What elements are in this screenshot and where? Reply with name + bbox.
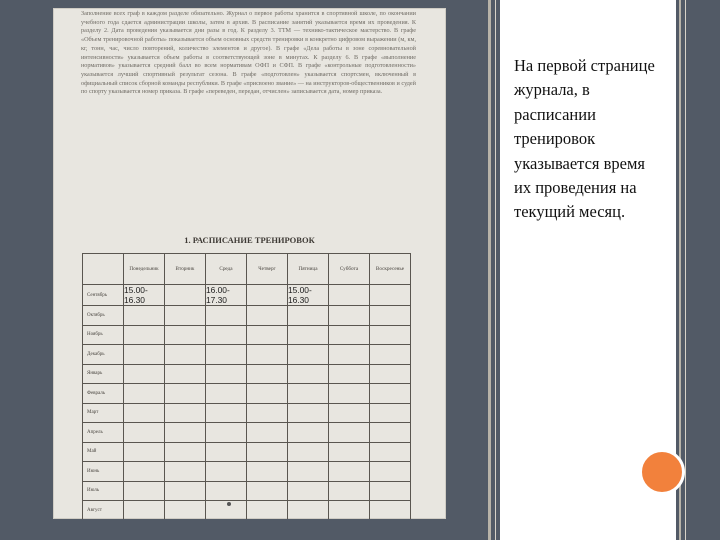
schedule-cell — [206, 306, 247, 326]
schedule-cell: 15.00-16.30 — [288, 285, 329, 306]
month-label: Февраль — [83, 384, 124, 404]
table-row — [83, 384, 411, 404]
schedule-cell — [329, 384, 370, 404]
schedule-cell — [165, 462, 206, 482]
schedule-cell — [165, 285, 206, 306]
schedule-cell — [329, 403, 370, 423]
schedule-cell — [247, 384, 288, 404]
schedule-cell — [247, 345, 288, 365]
day-header: Воскресенье — [370, 254, 411, 285]
scanned-journal-page — [53, 8, 446, 519]
schedule-cell — [370, 462, 411, 482]
schedule-cell — [329, 364, 370, 384]
decor-line — [495, 0, 496, 540]
table-row — [83, 423, 411, 443]
month-label: Октябрь — [83, 306, 124, 326]
schedule-cell — [370, 423, 411, 443]
schedule-title: 1. РАСПИСАНИЕ ТРЕНИРОВОК — [184, 235, 315, 245]
schedule-cell — [206, 384, 247, 404]
table-header-row — [83, 254, 411, 285]
schedule-cell — [288, 325, 329, 345]
day-header: Среда — [206, 254, 247, 285]
schedule-cell — [247, 442, 288, 462]
schedule-cell — [247, 462, 288, 482]
month-label: Июль — [83, 481, 124, 501]
caption-text: На первой странице журнала, в расписании тренировок указывается время их проведения на текущий месяц. — [514, 56, 655, 222]
schedule-cell — [206, 325, 247, 345]
schedule-cell — [124, 462, 165, 482]
schedule-cell — [329, 325, 370, 345]
schedule-cell — [165, 325, 206, 345]
schedule-cell — [206, 345, 247, 365]
day-header: Пятница — [288, 254, 329, 285]
schedule-cell — [329, 501, 370, 520]
month-label: Декабрь — [83, 345, 124, 365]
schedule-cell — [370, 285, 411, 306]
page-dot — [227, 502, 231, 506]
month-label: Июнь — [83, 462, 124, 482]
schedule-cell — [370, 345, 411, 365]
month-label: Март — [83, 403, 124, 423]
schedule-cell — [124, 481, 165, 501]
schedule-cell — [329, 481, 370, 501]
orange-circle-decoration — [639, 449, 685, 495]
schedule-cell — [288, 423, 329, 443]
schedule-cell — [247, 325, 288, 345]
schedule-cell — [329, 306, 370, 326]
schedule-cell — [124, 345, 165, 365]
schedule-cell — [370, 325, 411, 345]
schedule-cell — [206, 442, 247, 462]
schedule-cell — [124, 306, 165, 326]
month-label: Апрель — [83, 423, 124, 443]
schedule-cell — [288, 442, 329, 462]
month-label: Август — [83, 501, 124, 520]
schedule-cell — [165, 501, 206, 520]
schedule-cell — [329, 462, 370, 482]
schedule-cell — [288, 481, 329, 501]
schedule-cell — [206, 481, 247, 501]
month-label: Май — [83, 442, 124, 462]
table-row — [83, 481, 411, 501]
schedule-cell — [165, 364, 206, 384]
schedule-cell — [206, 403, 247, 423]
schedule-cell — [206, 364, 247, 384]
schedule-cell — [124, 423, 165, 443]
decor-line — [685, 0, 686, 540]
schedule-cell — [288, 462, 329, 482]
schedule-cell — [165, 423, 206, 443]
schedule-cell — [124, 442, 165, 462]
table-row — [83, 364, 411, 384]
schedule-cell — [329, 345, 370, 365]
schedule-cell — [124, 501, 165, 520]
schedule-cell — [329, 442, 370, 462]
schedule-cell — [247, 481, 288, 501]
schedule-cell — [124, 403, 165, 423]
table-row — [83, 403, 411, 423]
schedule-cell — [329, 285, 370, 306]
schedule-cell — [288, 364, 329, 384]
schedule-cell — [288, 403, 329, 423]
schedule-cell — [124, 364, 165, 384]
table-row — [83, 501, 411, 520]
day-header: Суббота — [329, 254, 370, 285]
table-row — [83, 285, 411, 306]
schedule-cell — [370, 306, 411, 326]
schedule-cell — [165, 481, 206, 501]
month-label: Январь — [83, 364, 124, 384]
table-row — [83, 306, 411, 326]
schedule-cell — [165, 403, 206, 423]
schedule-cell — [165, 306, 206, 326]
day-header: Четверг — [247, 254, 288, 285]
schedule-cell — [247, 285, 288, 306]
month-label: Ноябрь — [83, 325, 124, 345]
schedule-cell — [370, 442, 411, 462]
month-label: Сентябрь — [83, 285, 124, 306]
schedule-cell — [370, 384, 411, 404]
schedule-cell — [165, 442, 206, 462]
table-row — [83, 462, 411, 482]
schedule-cell — [370, 364, 411, 384]
day-header: Понедельник — [124, 254, 165, 285]
schedule-cell — [206, 501, 247, 520]
schedule-cell — [247, 423, 288, 443]
schedule-cell: 15.00-16.30 — [124, 285, 165, 306]
schedule-cell — [206, 423, 247, 443]
schedule-cell — [206, 462, 247, 482]
schedule-cell — [370, 501, 411, 520]
instructions-text: Заполнение всех граф в каждом разделе обязательно. Журнал о первое работы хранится в спортивной школе, по окончании учебного года сдается администрации школы, затем в архив. В расписание занятий указывается время их проведения. К разделу 2. Дата проведения указывается дни разы в год. К разделу 3. ТТМ — технико-тактическое мастерство. В графе «Объем тренировочной работы» показывается объем основных средств тренировки в конкретно цифровом выражении (м, км, кг, тонн, час, число повторений, количество элементов и другое). В графе «Дела работы в зоне соревновательной интенсивности» указывается объем работы в соответствующей зоне в минутах. К разделу 6. В графе «выполнение нормативов» указывается средний балл во всем нормативам ОФП и СФП. В графе «контрольные подготовленности» указывается лучший спортивный результат сезона. В графе «подготовлен» указывается спортсмен, включенный в официальный список сборной команды республики. В графе «присвоено звание» — на инструкторов-общественников и судей по спорту указывается номер приказа. В графе «переведен, передан, отчислен» записывается дата, номер приказа. — [81, 10, 416, 96]
schedule-cell — [124, 384, 165, 404]
schedule-cell — [370, 403, 411, 423]
schedule-cell — [370, 481, 411, 501]
day-header: Вторник — [165, 254, 206, 285]
schedule-cell — [165, 345, 206, 365]
schedule-cell — [288, 501, 329, 520]
header-corner-cell — [83, 254, 124, 285]
table-row — [83, 345, 411, 365]
table-row — [83, 442, 411, 462]
table-row — [83, 325, 411, 345]
schedule-cell — [329, 423, 370, 443]
schedule-cell — [247, 403, 288, 423]
schedule-cell — [124, 325, 165, 345]
schedule-cell: 16.00-17.30 — [206, 285, 247, 306]
schedule-cell — [247, 501, 288, 520]
schedule-cell — [288, 384, 329, 404]
schedule-cell — [288, 345, 329, 365]
schedule-cell — [288, 306, 329, 326]
decor-line — [488, 0, 491, 540]
schedule-table — [82, 253, 411, 519]
schedule-cell — [247, 364, 288, 384]
schedule-cell — [165, 384, 206, 404]
schedule-cell — [247, 306, 288, 326]
